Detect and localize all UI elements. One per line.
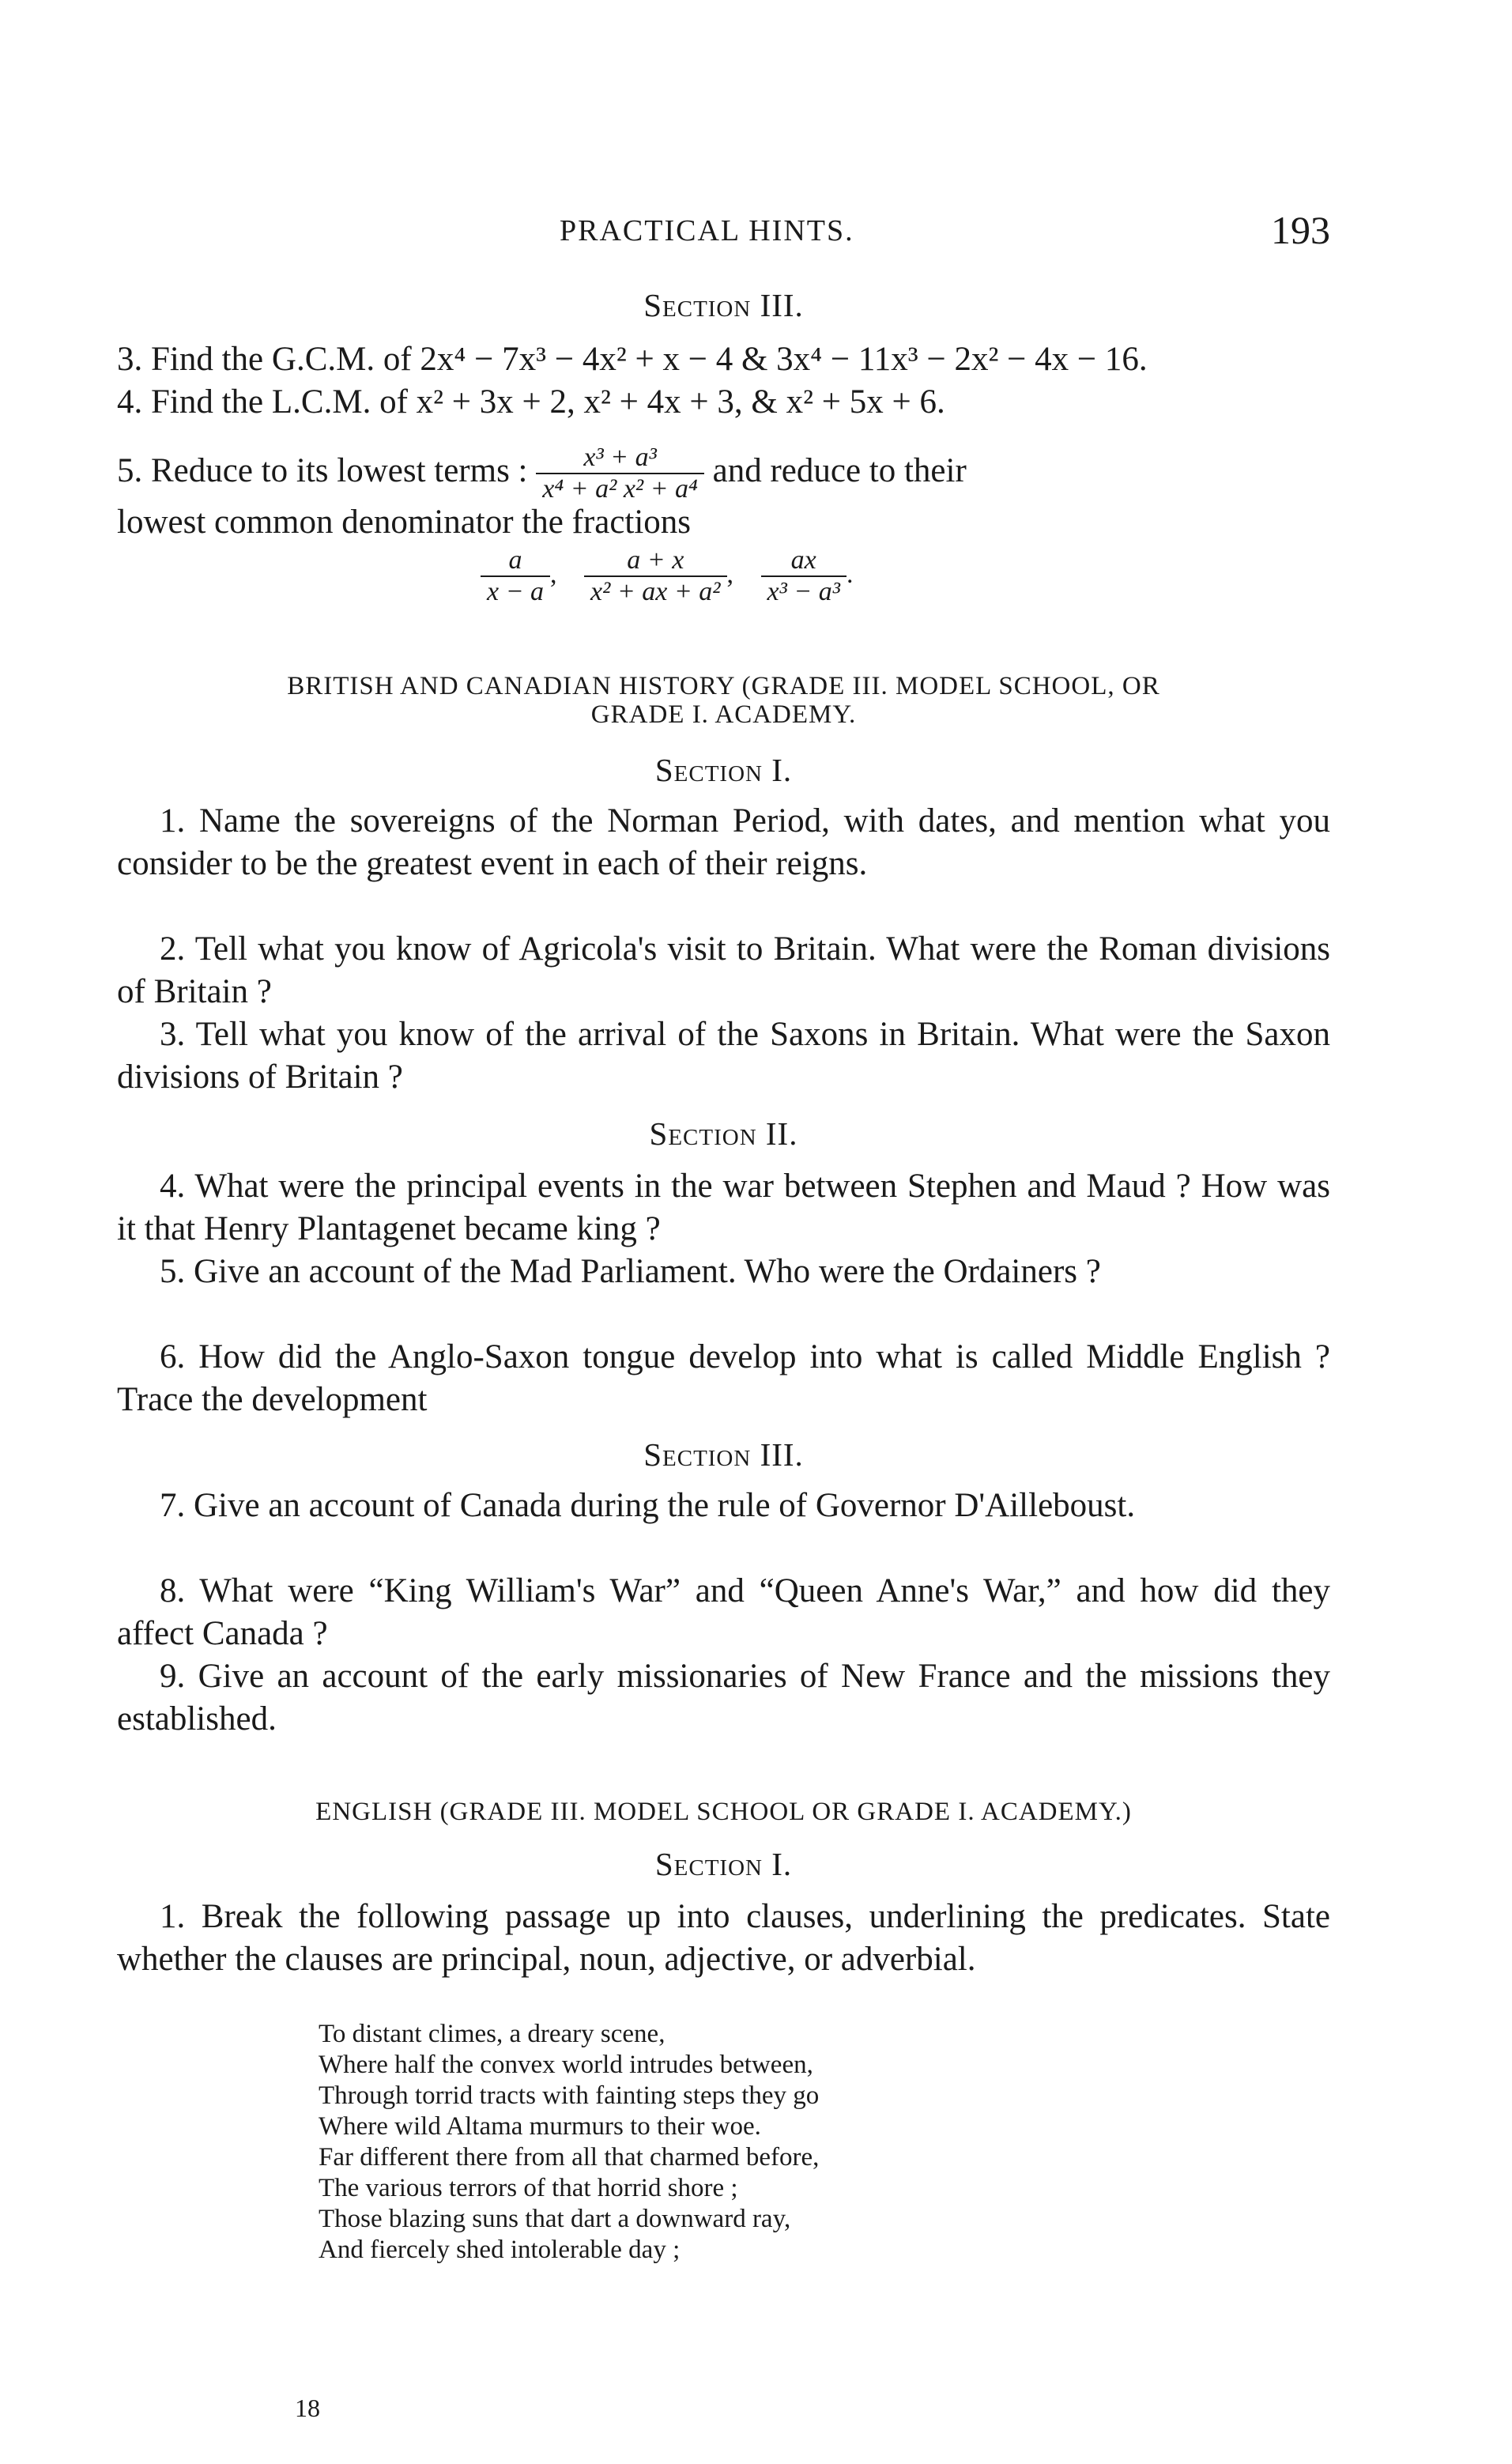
- printed-page: [117, 0, 1330, 2464]
- history-question-6: 6. How did the Anglo-Saxon tongue develop into what is called Middle English ? Trace the development: [117, 1338, 1330, 1418]
- arith-question-5: [117, 443, 1330, 504]
- history-question-8: 8. What were “King William's War” and “Queen Anne's War,” and how did they affect Canada ?: [117, 1572, 1330, 1652]
- history-question-9: 9. Give an account of the early missionaries of New France and the missions they established.: [117, 1658, 1330, 1738]
- english-question-1: 1. Break the following passage up into clauses, underlining the predicates. State whether the clauses are principal, noun, adjective, or adverbial.: [117, 1898, 1330, 1978]
- history-heading-line1: BRITISH AND CANADIAN HISTORY (GRADE III. MODEL SCHOOL, OR: [287, 672, 1160, 700]
- fraction-1-numerator: a: [481, 545, 550, 577]
- poem-passage: [319, 2019, 1267, 2266]
- fractions-row: $\frac{a}{x - a}$ , $\frac{a + x}{\text{x² + ax + a²}}$ , $\frac{ax}{\text{x³ − a³}}$ .: [481, 545, 1081, 607]
- q5-fraction-denominator: x⁴ + a² x² + a⁴: [542, 474, 698, 504]
- fraction-1: [481, 545, 550, 607]
- history-section-1: Section I.: [654, 752, 793, 788]
- fraction-1-denominator: x − a: [487, 577, 545, 606]
- poem-line: Where wild Altama murmurs to their woe.: [319, 2112, 761, 2141]
- q5-line2: lowest common denominator the fractions: [117, 504, 692, 541]
- english-heading: ENGLISH (GRADE III. MODEL SCHOOL OR GRADE I. ACADEMY.): [315, 1798, 1132, 1826]
- arith-section-heading: Section III.: [643, 287, 804, 323]
- fraction-2-numerator: a + x: [584, 545, 726, 577]
- poem-line: To distant climes, a dreary scene,: [319, 2020, 666, 2048]
- q5-fraction-numerator: x³ + a³: [536, 443, 704, 474]
- fraction-2-denominator: x² + ax + a²: [590, 577, 721, 606]
- history-heading-line2: GRADE I. ACADEMY.: [590, 700, 857, 729]
- poem-line: Those blazing suns that dart a downward ray,: [319, 2205, 791, 2233]
- history-question-1: 1. Name the sovereigns of the Norman Period, with dates, and mention what you consider to be the greatest event in each of their reigns.: [117, 802, 1330, 882]
- q5-fraction: [536, 443, 704, 504]
- arith-question-4: 4. Find the L.C.M. of x² + 3x + 2, x² + 4x + 3, & x² + 5x + 6.: [117, 383, 945, 421]
- poem-line: And fiercely shed intolerable day ;: [319, 2236, 681, 2264]
- history-section-3: Section III.: [643, 1436, 804, 1473]
- poem-line: Far different there from all that charmed before,: [319, 2143, 820, 2172]
- poem-line: Through torrid tracts with fainting steps they go: [319, 2081, 820, 2110]
- history-section-2: Section II.: [649, 1115, 798, 1152]
- history-question-7: 7. Give an account of Canada during the rule of Governor D'Ailleboust.: [160, 1487, 1136, 1524]
- q5-lead: 5. Reduce to its lowest terms :: [117, 451, 528, 489]
- history-question-3: 3. Tell what you know of the arrival of the Saxons in Britain. What were the Saxon divisions of Britain ?: [117, 1016, 1330, 1096]
- running-head: [117, 207, 1330, 255]
- history-question-5: 5. Give an account of the Mad Parliament. Who were the Ordainers ?: [160, 1253, 1101, 1290]
- arith-question-3: 3. Find the G.C.M. of 2x⁴ − 7x³ − 4x² + x − 4 & 3x⁴ − 11x³ − 2x² − 4x − 16.: [117, 341, 1148, 378]
- history-question-4: 4. What were the principal events in the war between Stephen and Maud ? How was it that Henry Plantagenet became king ?: [117, 1168, 1330, 1247]
- signature-mark: 18: [295, 2394, 320, 2422]
- fraction-3-denominator: x³ − a³: [767, 577, 840, 606]
- history-question-2: 2. Tell what you know of Agricola's visit to Britain. What were the Roman divisions of Britain ?: [117, 930, 1330, 1010]
- english-section-1: Section I.: [654, 1846, 793, 1882]
- fraction-3-numerator: ax: [761, 545, 846, 577]
- page-number: 193: [1271, 208, 1330, 252]
- q5-tail: and reduce to their: [712, 451, 967, 489]
- running-title: PRACTICAL HINTS.: [560, 214, 854, 247]
- poem-line: Where half the convex world intrudes between,: [319, 2051, 813, 2079]
- fraction-2: [584, 545, 726, 607]
- fraction-3: [761, 545, 846, 607]
- poem-line: The various terrors of that horrid shore ;: [319, 2174, 738, 2202]
